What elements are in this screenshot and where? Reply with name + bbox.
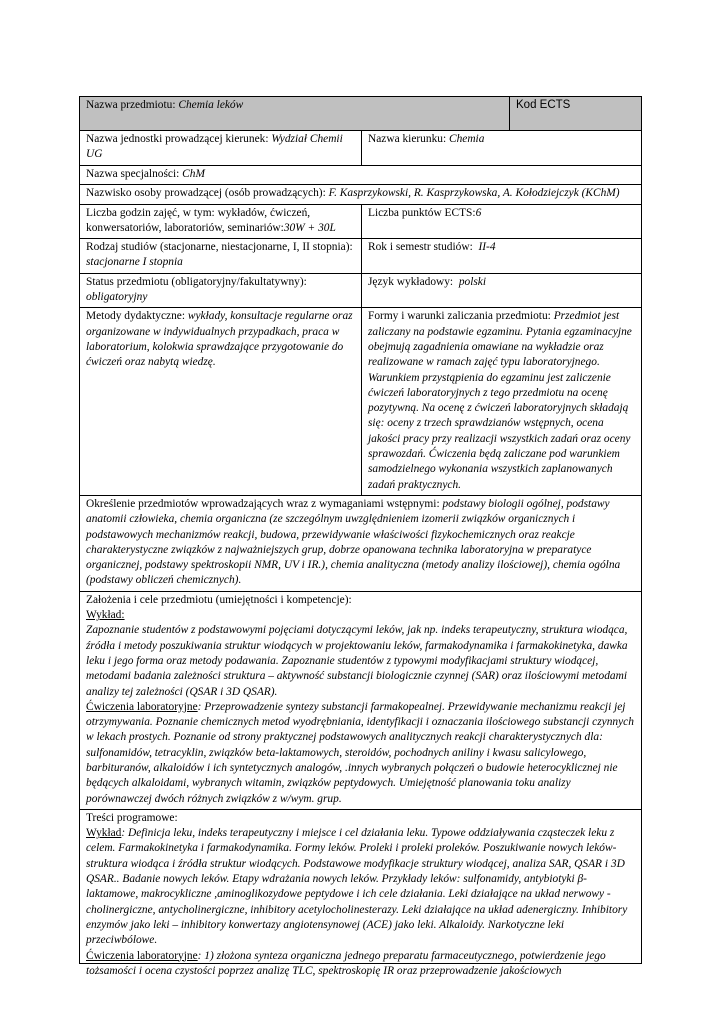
prerequisites-label: Określenie przedmiotów wprowadzających wraz z wymaganiami wstępnymi: — [86, 497, 440, 510]
content-lab-value: : 1) złożona synteza organiczna jednego preparatu farmaceutycznego, potwierdzenie jego tożsamości i ocena czystości poprzez analizę TLC, spektroskopię IR oraz przeprowadzenie jakościowych — [86, 949, 606, 977]
specialty-value: ChM — [182, 168, 205, 180]
content-lab — [86, 949, 635, 980]
ects-code-cell — [510, 97, 642, 131]
methods-value: wykłady, konsultacje regularne oraz organizowane w indywidualnych przypadkach, praca w laboratorium, kolokwia sprawdzające przygotowanie do ćwiczeń oraz nabytą wiedzę. — [86, 310, 353, 369]
row-goals — [80, 591, 642, 809]
row-prerequisites — [80, 495, 642, 591]
row-methods — [80, 308, 642, 496]
goals-lab — [86, 700, 635, 807]
hours-value: 30W + 30L — [283, 221, 336, 234]
goals-lecture-value: Zapoznanie studentów z podstawowymi pojęciami dotyczącymi leków, jak np. indeks terapeutyczny, struktura wiodąca, źródła i metody poszukiwania struktur wiodących w projektowaniu leków, farmakodynamika i farmakokinetyka, dawka leku i jego forma oraz metody podawania. Zapoznanie studentów z typowymi modyfikacjami struktury wiodącej, metodami badania zależności struktura – aktywność substancji biologicznie czynnej (SAR) oraz ilościowymi metodami analizy tej zależności (QSAR i 3D QSAR). — [86, 624, 628, 698]
language-value: polski — [458, 275, 487, 288]
content-lecture — [86, 826, 635, 948]
ects-points-label: Liczba punktów ECTS: — [368, 206, 476, 219]
ects-points-value: 6 — [475, 206, 482, 219]
field-label: Nazwa kierunku: — [368, 133, 447, 145]
hours-label: Liczba godzin zajęć, w tym: wykładów, ćwiczeń, konwersatoriów, laboratoriów, seminariów: — [86, 206, 311, 234]
study-mode-value: stacjonarne I stopnia — [86, 256, 183, 269]
row-course-name — [80, 97, 642, 131]
unit-value: Wydział Chemii UG — [86, 133, 343, 161]
row-hours — [80, 204, 642, 239]
course-table — [79, 96, 642, 977]
content-lecture-value: : Definicja leku, indeks terapeutyczny i miejsce i cel działania leku. Typowe oddziaływania cząsteczek leku z celem. Farmakokinetyka i farmakodynamika. Formy leków. Proleki i proleki proleków. Poszukiwanie nowych leków- struktura wiodąca i źródła struktur wiodących. Podstawowe modyfikacje struktury wiodącej, analiza SAR, QSAR i 3D QSAR.. Badanie nowych leków. Etapy wdrażania nowych leków. Przykłady leków: sulfonamidy, antybiotyki β-laktamowe, makrocykliczne ,aminoglikozydowe peptydowe i ich cele działania. Leki działające na układ nerwowy - cholinergiczne, antycholinergiczne, inhibitory acetylocholinesterazy. Leki działające na układ adenergiczny. Inhibitory enzymów jako leki – inhibitory konwertazy angiotensynowej (ACE) jako leki. Alkaloidy. Narkotyczne leki przeciwbólowe. — [86, 827, 628, 947]
prerequisites-value: podstawy biologii ogólnej, podstawy anatomii człowieka, chemia organiczna (ze szczególnym uwzględnieniem izomerii związków organicznych i podstawowych mechanizmów reakcji, budowa, przewidywanie właściwości fizykochemicznych oraz reakcje charakterystyczne związków z najważniejszych grup, dobrze opanowana technika laboratoryjna w preparatyce organicznej, podstawy spektroskopii NMR, UV i IR.), chemia analityczna (metody analizy ilościowej), chemia ogólna (podstawy obliczeń chemicznych). — [86, 497, 621, 587]
row-lecturers — [80, 185, 642, 204]
content-label: Treści programowe: — [86, 811, 178, 824]
methods-label: Metody dydaktyczne: — [86, 310, 186, 323]
assessment-cell — [362, 308, 642, 496]
course-name-label: Nazwa przedmiotu: — [86, 99, 176, 111]
course-card — [79, 96, 641, 977]
status-cell — [80, 273, 362, 308]
course-name-value: Chemia leków — [178, 99, 244, 111]
unit-label: Nazwa jednostki prowadzącej kierunek: — [86, 133, 269, 145]
prerequisites-cell — [80, 495, 642, 591]
row-status — [80, 273, 642, 308]
lecturers-label: Nazwisko osoby prowadzącej (osób prowadzących): — [86, 187, 326, 200]
content-lab-label: Ćwiczenia laboratoryjne — [86, 949, 198, 962]
row-unit — [80, 131, 642, 166]
content-wrapper — [86, 811, 635, 977]
language-cell — [362, 273, 642, 308]
study-mode-label: Rodzaj studiów (stacjonarne, niestacjonarne, I, II stopnia): — [86, 241, 353, 254]
year-value: II-4 — [478, 241, 496, 254]
course-name-cell — [80, 97, 510, 131]
year-label: Rok i semestr studiów: — [368, 241, 473, 254]
row-study-mode — [80, 239, 642, 274]
goals-lab-label: Ćwiczenia laboratoryjne — [86, 700, 198, 713]
methods-cell — [80, 308, 362, 496]
goals-cell — [80, 591, 642, 809]
ects-points-cell — [362, 204, 642, 239]
assessment-label: Formy i warunki zaliczania przedmiotu: — [368, 310, 551, 323]
year-cell — [362, 239, 642, 274]
study-mode-cell — [80, 239, 362, 274]
row-specialty — [80, 166, 642, 185]
assessment-value: Przedmiot jest zaliczany na podstawie egzaminu. Pytania egzaminacyjne obejmują zagadnienia omawiane na wykładzie oraz realizowane w ramach zajęć typu laboratoryjnego. Warunkiem przystąpienia do egzaminu jest zaliczenie ćwiczeń laboratoryjnych z tego przedmiotu na ocenę pozytywną. Na ocenę z ćwiczeń laboratoryjnych składają się: oceny z trzech sprawdzianów wstępnych, ocena jakości pracy przy realizacji wszystkich zadań oraz oceny sprawozdań. Ćwiczenia będą zaliczane pod warunkiem samodzielnego wykonania wszystkich zaplanowanych zadań praktycznych. — [368, 310, 632, 491]
field-cell — [362, 131, 642, 166]
row-content — [80, 809, 642, 963]
unit-cell — [80, 131, 362, 166]
content-lecture-label: Wykład — [86, 827, 122, 840]
ects-code-label: Kod ECTS — [516, 99, 571, 111]
status-value: obligatoryjny — [86, 291, 148, 304]
language-label: Język wykładowy: — [368, 275, 454, 288]
goals-lab-value: : Przeprowadzenie syntezy substancji farmakopealnej. Przewidywanie mechanizmu reakcji jej otrzymywania. Poznanie chemicznych metod wyodrębniania, identyfikacji i oznaczania ilościowego substancji czynnych w lekach prostych. Poznanie od strony praktycznej podstawowych analitycznych reakcji charakterystycznych dla: sulfonamidów, tetracyklin, związków beta-laktamowych, steroidów, pochodnych aniliny i kwasu salicylowego, barbituranów, alkaloidów i ich syntetycznych analogów, .innych wybranych połączeń o budowie heterocyklicznej nie będących alkaloidami, wybranych witamin, związków peptydowych. Umiejętność planowania toku analizy porównawczej dwóch różnych związków z w/wym. grup. — [86, 700, 634, 805]
lecturers-cell — [80, 185, 642, 204]
status-label: Status przedmiotu (obligatoryjny/fakultatywny): — [86, 275, 307, 288]
field-value: Chemia — [448, 133, 485, 145]
goals-lecture-label: Wykład: — [86, 609, 125, 622]
specialty-label: Nazwa specjalności: — [86, 168, 180, 180]
lecturers-value: F. Kasprzykowski, R. Kasprzykowska, A. Kołodziejczyk (KChM) — [328, 187, 620, 200]
content-cell — [80, 809, 642, 977]
hours-cell — [80, 204, 362, 239]
goals-label: Założenia i cele przedmiotu (umiejętności i kompetencje): — [86, 593, 352, 606]
specialty-cell — [80, 166, 642, 185]
